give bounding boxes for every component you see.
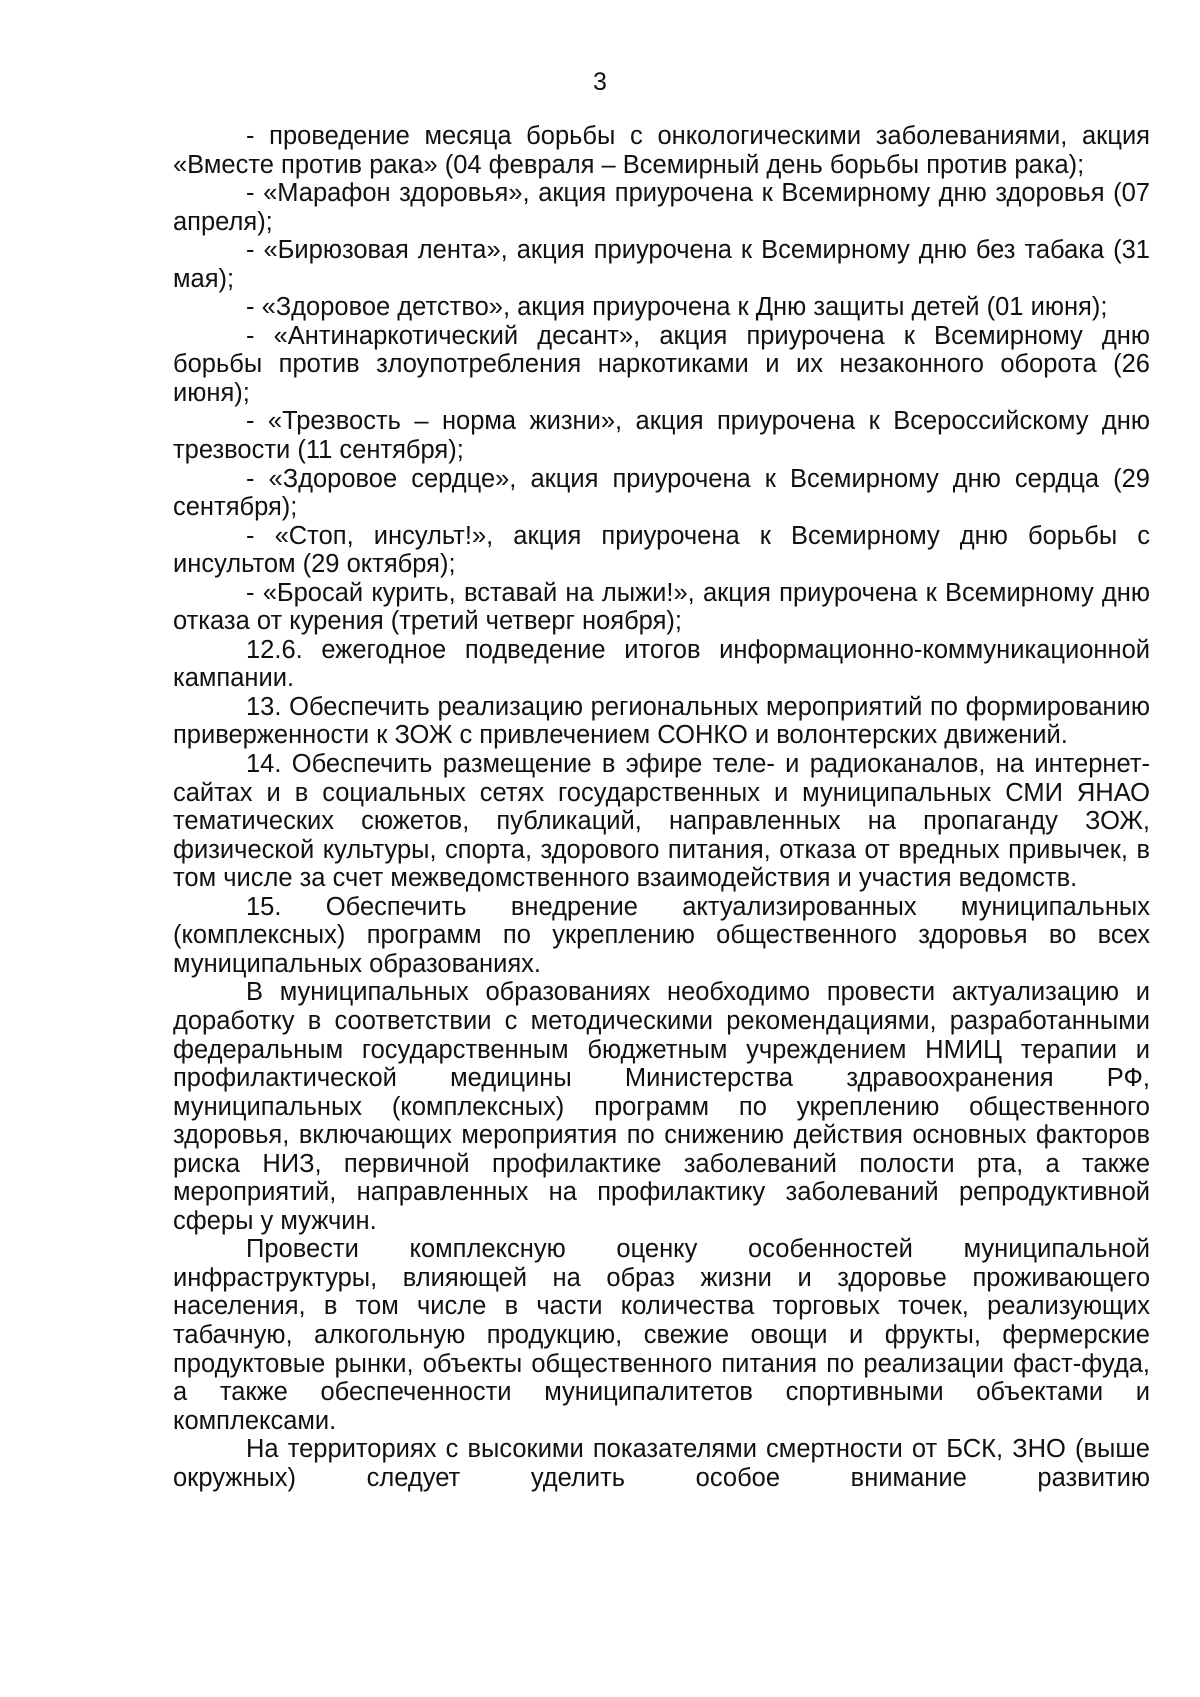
paragraph-15: 15. Обеспечить внедрение актуализированных муниципальных (комплексных) программ по укреплению общественного здоровья во всех муниципальных образованиях. <box>173 892 1150 978</box>
paragraph-cancer-month: - проведение месяца борьбы с онкологическими заболеваниями, акция «Вместе против рака» (04 февраля – Всемирный день борьбы против рака); <box>173 122 1150 179</box>
paragraph-municipal-programs: В муниципальных образованиях необходимо провести актуализацию и доработку в соответствии с методическими рекомендациями, разработанными федеральным государственным бюджетным учреждением НМИЦ терапии и профилактической медицины Министерства здравоохранения РФ, муниципальных (комплексных) программ по укреплению общественного здоровья, включающих мероприятия по снижению действия основных факторов риска НИЗ, первичной профилактике заболеваний полости рта, а также мероприятий, направленных на профилактику заболеваний репродуктивной сферы у мужчин. <box>173 978 1150 1235</box>
body-text <box>173 122 1150 1492</box>
paragraph-13: 13. Обеспечить реализацию региональных мероприятий по формированию приверженности к ЗОЖ с привлечением СОНКО и волонтерских движений. <box>173 692 1150 750</box>
paragraph-sobriety: - «Трезвость – норма жизни», акция приурочена к Всероссийскому дню трезвости (11 сентября); <box>173 407 1150 465</box>
paragraph-stop-stroke: - «Стоп, инсульт!», акция приурочена к Всемирному дню борьбы с инсультом (29 октября); <box>173 521 1150 579</box>
page-number: 3 <box>593 68 607 96</box>
paragraph-anti-drug: - «Антинаркотический десант», акция приурочена к Всемирному дню борьбы против злоупотребления наркотиками и их незаконного оборота (26 июня); <box>173 321 1150 407</box>
paragraph-14: 14. Обеспечить размещение в эфире теле- и радиоканалов, на интернет-сайтах и в социальных сетях государственных и муниципальных СМИ ЯНАО тематических сюжетов, публикаций, направленных на пропаганду ЗОЖ, физической культуры, спорта, здорового питания, отказа от вредных привычек, в том числе за счет межведомственного взаимодействия и участия ведомств. <box>173 750 1150 893</box>
paragraph-high-mortality: На территориях с высокими показателями смертности от БСК, ЗНО (выше окружных) следует уделить особое внимание развитию <box>173 1435 1150 1492</box>
paragraph-healthy-childhood: - «Здоровое детство», акция приурочена к Дню защиты детей (01 июня); <box>246 293 1108 322</box>
paragraph-turquoise-ribbon: - «Бирюзовая лента», акция приурочена к Всемирному дню без табака (31 мая); <box>173 236 1150 293</box>
paragraph-health-marathon: - «Марафон здоровья», акция приурочена к Всемирному дню здоровья (07 апреля); <box>173 179 1150 236</box>
paragraph-infrastructure-assessment: Провести комплексную оценку особенностей муниципальной инфраструктуры, влияющей на образ жизни и здоровье проживающего населения, в том числе в части количества торговых точек, реализующих табачную, алкогольную продукцию, свежие овощи и фрукты, фермерские продуктовые рынки, объекты общественного питания по реализации фаст-фуда, а также обеспеченности муниципалитетов спортивными объектами и комплексами. <box>173 1235 1150 1435</box>
paragraph-healthy-heart: - «Здоровое сердце», акция приурочена к Всемирному дню сердца (29 сентября); <box>173 464 1150 522</box>
paragraph-12-6: 12.6. ежегодное подведение итогов информационно-коммуникационной кампании. <box>173 635 1150 693</box>
paragraph-quit-smoking: - «Бросай курить, вставай на лыжи!», акция приурочена к Всемирному дню отказа от курения (третий четверг ноября); <box>173 578 1150 636</box>
